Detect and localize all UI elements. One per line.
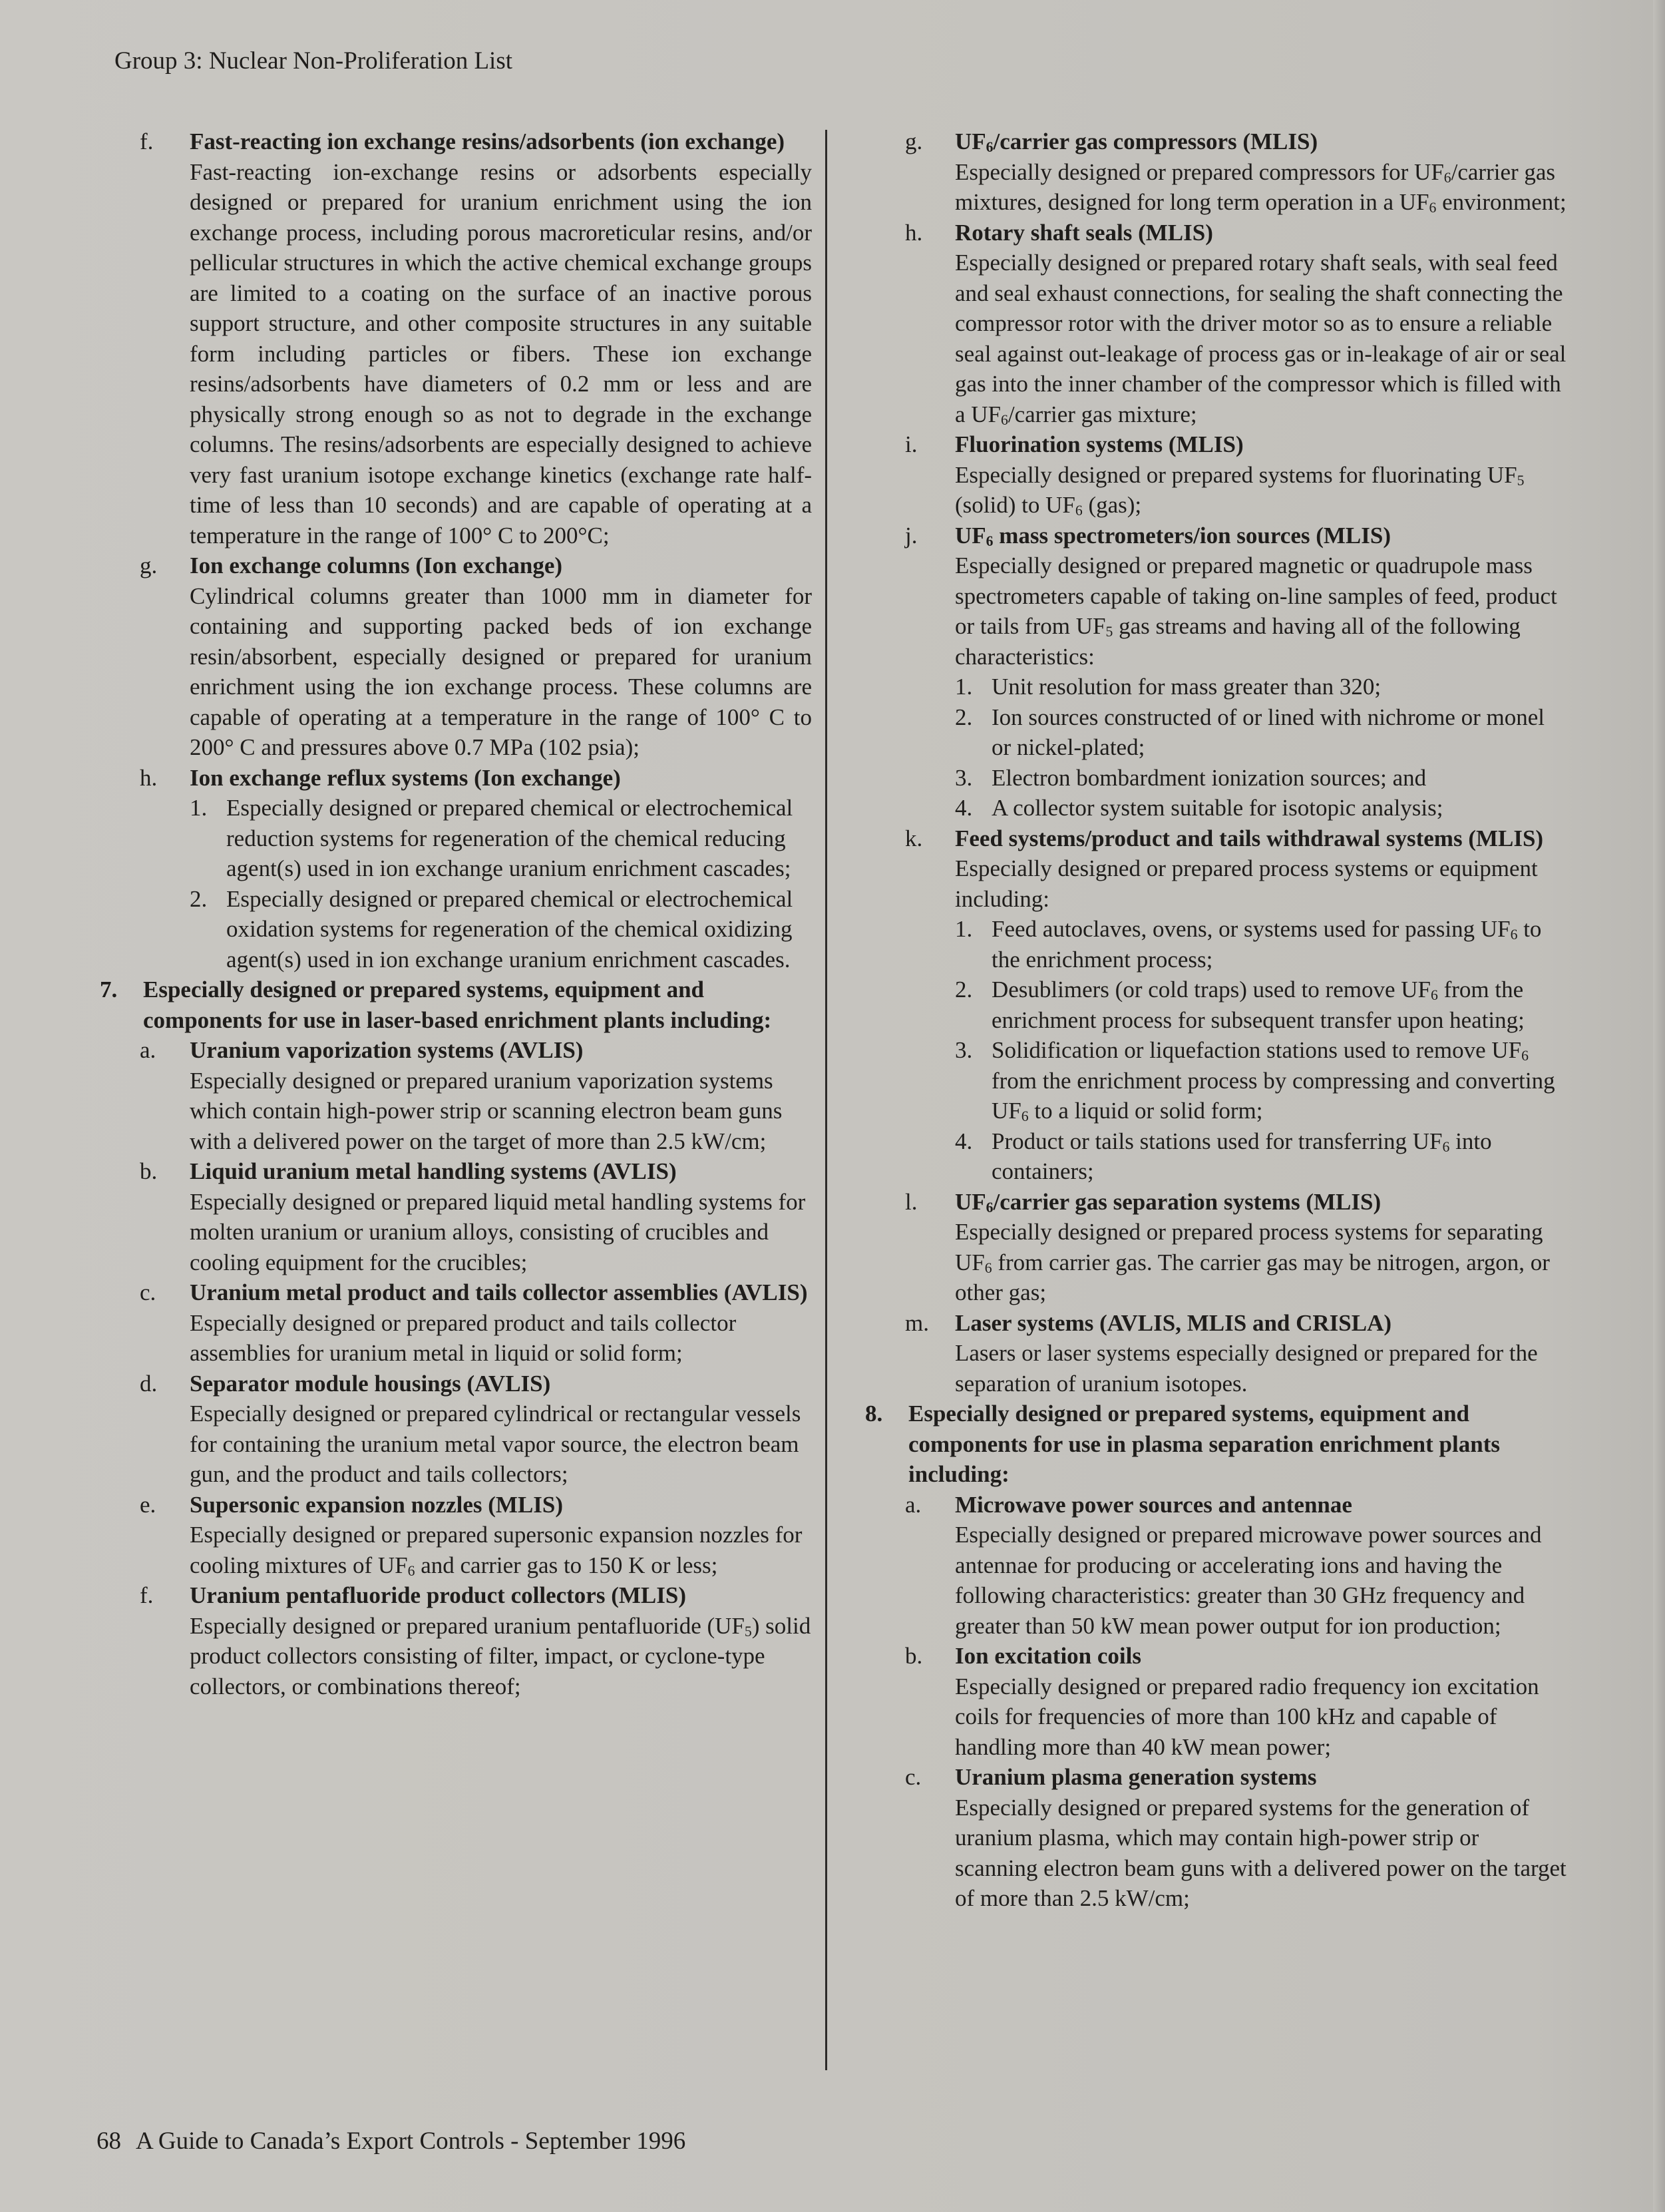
- item-body: Especially designed or prepared process systems for separating $UF_6$ from carrier gas. The carrier gas may be nitrogen, argon, or other gas;: [955, 1219, 1550, 1305]
- item-marker: d.: [140, 1370, 158, 1397]
- list-item: [865, 218, 1567, 430]
- list-item: [865, 126, 1567, 218]
- item-title: Ion exchange reflux systems (Ion exchange): [190, 764, 621, 791]
- item-body: Especially designed or prepared compressors for $UF_6$/carrier gas mixtures, designed for long term operation in a $UF_6$ environment;: [955, 158, 1567, 216]
- item-title: Liquid uranium metal handling systems (AVLIS): [190, 1158, 677, 1184]
- item-body: Fast-reacting ion-exchange resins or adsorbents especially designed or prepared for uranium enrichment using the ion exchange process, including porous macroreticular resins, and/or pellicular structures in which the active chemical exchange groups are limited to a coating on the surface of an inactive porous support structure, and other composite structures in any suitable form including particles or fibers. These ion exchange resins/adsorbents have diameters of 0.2 mm or less and are physically strong enough so as not to degrade in the exchange columns. The resins/adsorbents are especially designed to achieve very fast uranium isotope exchange kinetics (exchange rate half-time of less than 10 seconds) and are capable of operating at a temperature in the range of 100° C to 200°C;: [190, 158, 812, 549]
- list-item: [865, 1490, 1567, 1642]
- list-item: [100, 1490, 812, 1581]
- page-footer: [96, 2127, 685, 2155]
- list-item: [100, 1277, 812, 1369]
- column-divider: [825, 130, 827, 2070]
- footer-title: A Guide to Canada’s Export Controls - September 1996: [136, 2127, 686, 2155]
- sub-item-marker: 1.: [955, 674, 973, 700]
- sub-item: [190, 884, 812, 975]
- item-body: Especially designed or prepared radio frequency ion excitation coils for frequencies of more than 100 kHz and capable of handling more than 40 kW mean power;: [955, 1673, 1539, 1760]
- list-item: [100, 763, 812, 975]
- item-marker: c.: [140, 1279, 156, 1305]
- list-item: [865, 1308, 1567, 1399]
- sub-item: [955, 1035, 1567, 1126]
- item-marker: e.: [140, 1491, 156, 1518]
- item-body: Especially designed or prepared supersonic expansion nozzles for cooling mixtures of $UF_6$ and carrier gas to 150 K or less;: [190, 1522, 803, 1579]
- sub-item: [955, 672, 1567, 702]
- list-item: [865, 1762, 1567, 1914]
- item-title: Fluorination systems (MLIS): [955, 431, 1244, 457]
- item-body: Especially designed or prepared magnetic or quadrupole mass spectrometers capable of taking on-line samples of feed, product or tails from $UF_5$ gas streams and having all of the following characteristics:: [955, 553, 1557, 670]
- item-body: Lasers or laser systems especially designed or prepared for the separation of uranium isotopes.: [955, 1340, 1538, 1397]
- item-marker: c.: [905, 1764, 922, 1790]
- item-title: Microwave power sources and antennae: [955, 1491, 1352, 1518]
- sub-item-text: Ion sources constructed of or lined with nichrome or monel or nickel-plated;: [992, 704, 1545, 760]
- item-marker: h.: [140, 764, 158, 791]
- sub-item-marker: 4.: [955, 795, 973, 821]
- sub-item-marker: 2.: [190, 885, 208, 912]
- list-item: [865, 521, 1567, 823]
- sub-item-text: Solidification or liquefaction stations used to remove $UF_6$ from the enrichment process by compressing and converting $UF_6$ to a liquid or solid form;: [992, 1037, 1555, 1124]
- item-title: Uranium pentafluoride product collectors (MLIS): [190, 1582, 686, 1608]
- item-title: Feed systems/product and tails withdrawal systems (MLIS): [955, 825, 1544, 851]
- sub-item-text: Especially designed or prepared chemical or electrochemical oxidation systems for regeneration of the chemical oxidizing agent(s) used in ion exchange uranium enrichment cascades.: [226, 885, 793, 973]
- item-marker: l.: [905, 1188, 918, 1215]
- item-title: Uranium plasma generation systems: [955, 1764, 1317, 1790]
- item-body: Especially designed or prepared uranium pentafluoride $(UF_5)$ solid product collectors consisting of filter, impact, or cyclone-type collectors, or combinations thereof;: [190, 1612, 811, 1699]
- sub-item-marker: 1.: [955, 916, 973, 942]
- left-column: [100, 126, 812, 1701]
- sub-item-text: Unit resolution for mass greater than 320;: [992, 674, 1382, 700]
- item-title: $UF_6$/carrier gas separation systems (MLIS): [955, 1188, 1382, 1216]
- item-marker: b.: [140, 1158, 158, 1184]
- item-title: Supersonic expansion nozzles (MLIS): [190, 1491, 564, 1518]
- list-item: [865, 1641, 1567, 1762]
- sub-item-text: Electron bombardment ionization sources; and: [992, 764, 1427, 791]
- item-body: Especially designed or prepared liquid metal handling systems for molten uranium or uranium alloys, consisting of crucibles and cooling equipment for the crucibles;: [190, 1188, 806, 1275]
- item-marker: g.: [905, 128, 923, 154]
- page-edge: [1653, 0, 1665, 2212]
- item-body: Especially designed or prepared product and tails collector assemblies for uranium metal in liquid or solid form;: [190, 1309, 737, 1366]
- item-body: Especially designed or prepared process systems or equipment including:: [955, 855, 1538, 912]
- item-body: Cylindrical columns greater than 1000 mm in diameter for containing and supporting packed beds of ion exchange resin/absorbent, especially designed or prepared for uranium enrichment using the ion exchange process. These columns are capable of operating at a temperature in the range of 100° C to 200° C and pressures above 0.7 MPa (102 psia);: [190, 582, 812, 760]
- sub-item: [955, 763, 1567, 793]
- sub-item: [955, 914, 1567, 975]
- list-item: [100, 1369, 812, 1490]
- item-title: Ion excitation coils: [955, 1643, 1141, 1669]
- item-title: Fast-reacting ion exchange resins/adsorbents (ion exchange): [190, 128, 785, 154]
- sub-item: [955, 1126, 1567, 1187]
- item-marker: b.: [905, 1643, 923, 1669]
- list-item: [100, 1156, 812, 1277]
- sub-item-marker: 2.: [955, 977, 973, 1002]
- sub-item: [190, 793, 812, 884]
- list-item: [865, 1187, 1567, 1308]
- item-title: $UF_6$/carrier gas compressors (MLIS): [955, 128, 1318, 155]
- item-body: Especially designed or prepared rotary shaft seals, with seal feed and seal exhaust connections, for sealing the shaft connecting the compressor rotor with the driver motor so as to ensure a reliable seal against out-leakage of process gas or in-leakage of air or seal gas into the inner chamber of the compressor which is filled with a $UF_6$/carrier gas mixture;: [955, 250, 1567, 428]
- list-item: [100, 1035, 812, 1156]
- item-marker: 8.: [865, 1401, 883, 1427]
- item-title: Uranium metal product and tails collector assemblies (AVLIS): [190, 1279, 808, 1305]
- item-title: Uranium vaporization systems (AVLIS): [190, 1037, 584, 1063]
- item-marker: j.: [905, 522, 918, 549]
- item-title: $UF_6$ mass spectrometers/ion sources (MLIS): [955, 522, 1391, 549]
- list-item: [100, 1580, 812, 1701]
- sub-item: [955, 975, 1567, 1035]
- section-heading: Especially designed or prepared systems, equipment and components for use in laser-based enrichment plants including:: [143, 977, 772, 1033]
- item-marker: 7.: [100, 977, 118, 1002]
- sub-item-text: Feed autoclaves, ovens, or systems used for passing $UF_6$ to the enrichment process;: [992, 916, 1542, 973]
- item-marker: m.: [905, 1309, 929, 1336]
- sub-item: [955, 702, 1567, 763]
- item-marker: g.: [140, 553, 158, 578]
- section-heading: Especially designed or prepared systems, equipment and components for use in plasma separation enrichment plants including:: [908, 1401, 1500, 1487]
- list-item: [100, 126, 812, 551]
- item-marker: a.: [905, 1491, 922, 1518]
- sub-item-text: A collector system suitable for isotopic analysis;: [992, 795, 1443, 821]
- item-marker: i.: [905, 431, 918, 457]
- item-marker: h.: [905, 219, 923, 246]
- sub-item-marker: 3.: [955, 764, 973, 791]
- item-body: Especially designed or prepared uranium vaporization systems which contain high-power strip or scanning electron beam guns with a delivered power on the target of more than 2.5 kW/cm;: [190, 1067, 783, 1154]
- page-number: 68: [96, 2127, 121, 2155]
- sub-item-marker: 1.: [190, 795, 208, 821]
- sub-item-text: Desublimers (or cold traps) used to remove $UF_6$ from the enrichment process for subsequent transfer upon heating;: [992, 977, 1525, 1033]
- sub-item-text: Product or tails stations used for transferring $UF_6$ into containers;: [992, 1128, 1492, 1184]
- right-column: [865, 126, 1567, 1914]
- item-title: Laser systems (AVLIS, MLIS and CRISLA): [955, 1309, 1392, 1336]
- sub-item: [955, 793, 1567, 823]
- item-marker: k.: [905, 825, 923, 851]
- item-body: Especially designed or prepared cylindrical or rectangular vessels for containing the uranium metal vapor source, the electron beam gun, and the product and tails collectors;: [190, 1401, 801, 1487]
- sub-item-marker: 2.: [955, 704, 973, 730]
- list-item: [100, 551, 812, 763]
- item-marker: f.: [140, 128, 154, 154]
- item-body: Especially designed or prepared systems for the generation of uranium plasma, which may contain high-power strip or scanning electron beam guns with a delivered power on the target of more than 2.5 kW/cm;: [955, 1794, 1567, 1911]
- running-header: Group 3: Nuclear Non-Proliferation List: [114, 47, 513, 75]
- item-marker: a.: [140, 1037, 156, 1063]
- list-item: [865, 429, 1567, 521]
- sub-item-marker: 3.: [955, 1037, 973, 1063]
- sub-item-text: Especially designed or prepared chemical or electrochemical reduction systems for regeneration of the chemical reducing agent(s) used in ion exchange uranium enrichment cascades;: [226, 795, 793, 881]
- item-title: Separator module housings (AVLIS): [190, 1370, 551, 1397]
- sub-item-marker: 4.: [955, 1128, 973, 1154]
- list-item: [865, 823, 1567, 1187]
- section-item: [100, 975, 812, 1035]
- item-marker: f.: [140, 1582, 154, 1608]
- item-body: Especially designed or prepared systems for fluorinating $UF_5$ (solid) to $UF_6$ (gas);: [955, 461, 1525, 519]
- item-title: Rotary shaft seals (MLIS): [955, 219, 1213, 246]
- item-title: Ion exchange columns (Ion exchange): [190, 553, 563, 578]
- item-body: Especially designed or prepared microwave power sources and antennae for producing or accelerating ions and having the following characteristics: greater than 30 GHz frequency and greater than 50 kW mean power output for ion production;: [955, 1522, 1542, 1639]
- section-item: [865, 1399, 1567, 1490]
